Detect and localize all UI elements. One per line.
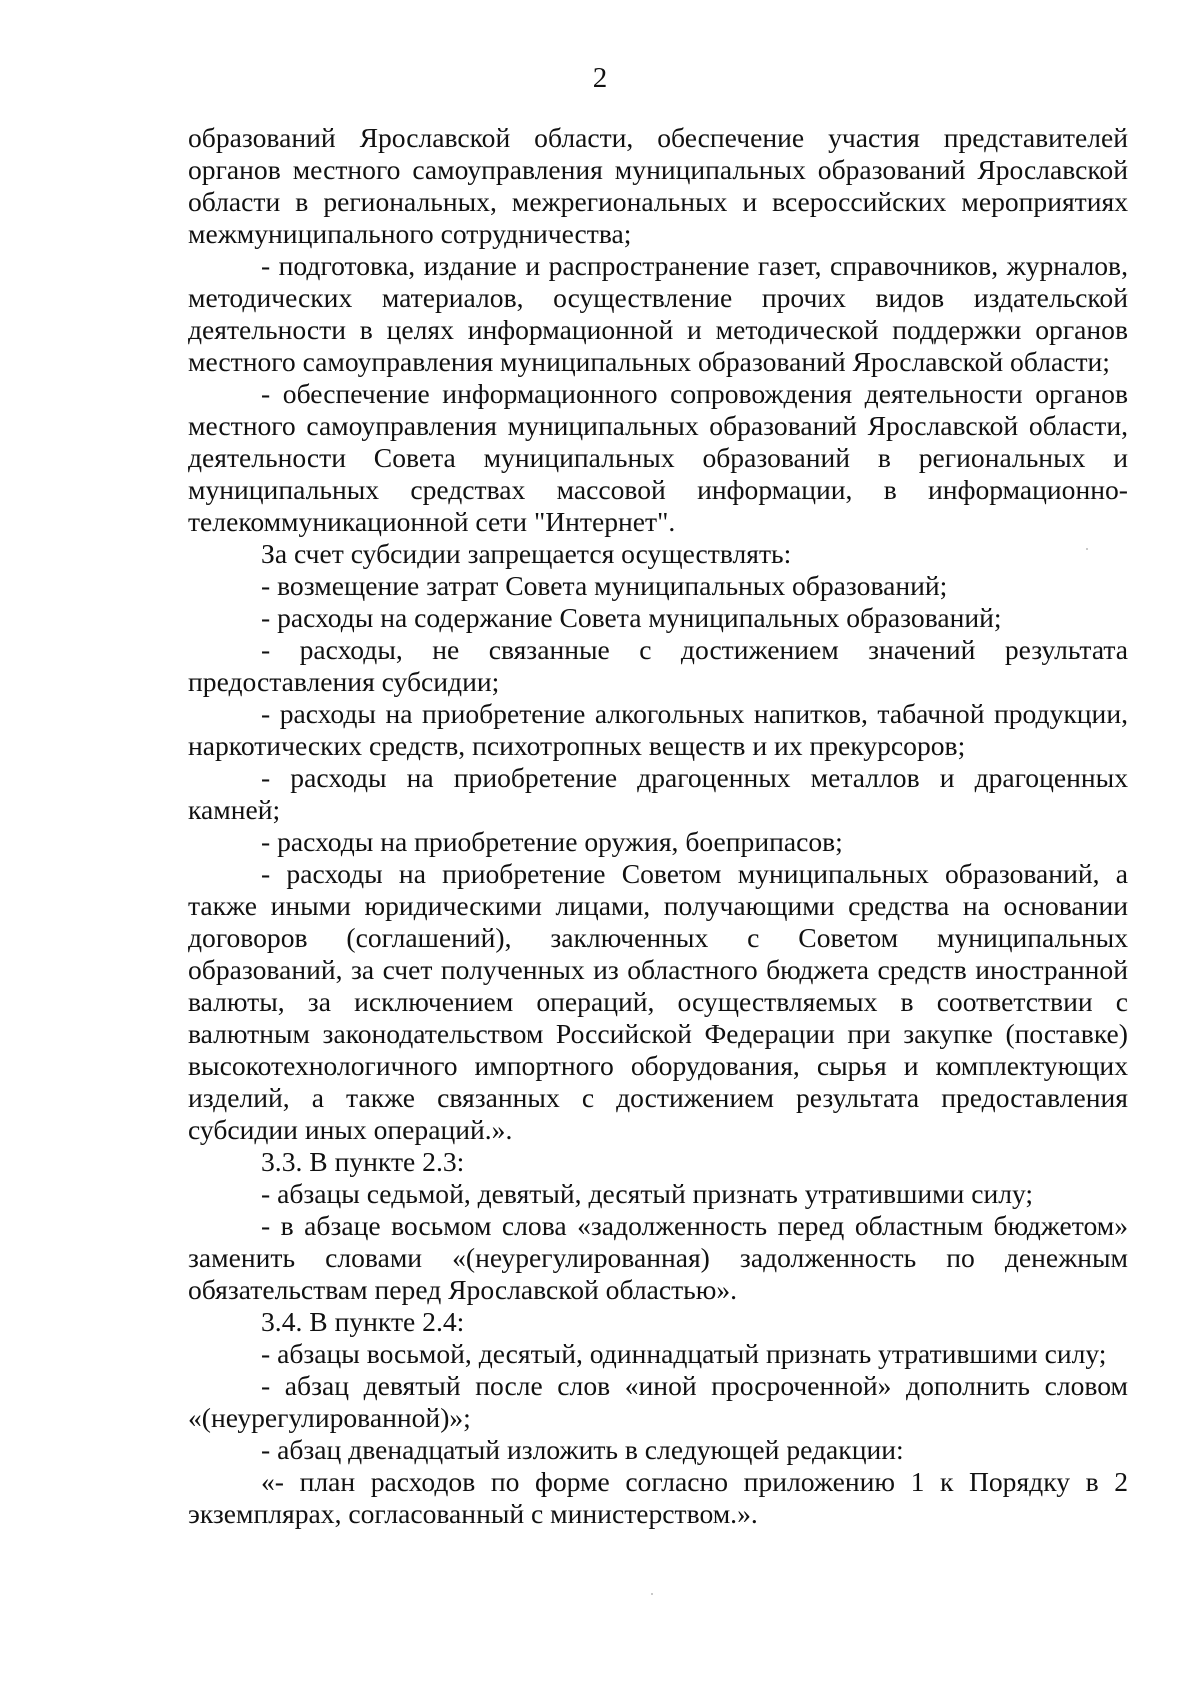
paragraph-clause-3-3: 3.3. В пункте 2.3: [261, 1146, 465, 1177]
page-number: 2 [592, 62, 608, 94]
paragraph-prohibited-weapons: - расходы на приобретение оружия, боеприпасов; [261, 826, 843, 857]
paragraph-prohibited-reimbursement: - возмещение затрат Совета муниципальных образований; [261, 570, 948, 601]
paragraph-clause-3-4-invalidate: - абзацы восьмой, десятый, одиннадцатый признать утратившими силу; [261, 1338, 1107, 1369]
paragraph-clause-3-4: 3.4. В пункте 2.4: [261, 1306, 465, 1337]
paragraph-clause-3-4-supplement: - абзац девятый после слов «иной просроченной» дополнить словом «(неурегулированной)»; [188, 1370, 1128, 1433]
paragraph-prohibited-precious: - расходы на приобретение драгоценных металлов и драгоценных камней; [188, 762, 1128, 825]
paragraph-prohibited-intro: За счет субсидии запрещается осуществлять: [261, 538, 792, 569]
scan-speck [1086, 548, 1088, 550]
paragraph-clause-3-3-replace: - в абзаце восьмом слова «задолженность перед областным бюджетом» заменить словами «(неурегулированная) задолженность по денежным обязательствам перед Ярославской областью». [188, 1210, 1128, 1305]
paragraph-prohibited-maintenance: - расходы на содержание Совета муниципальных образований; [261, 602, 1002, 633]
scan-speck [651, 1593, 653, 1595]
paragraph-prohibited-alcohol: - расходы на приобретение алкогольных напитков, табачной продукции, наркотических средств, психотропных веществ и их прекурсоров; [188, 698, 1128, 761]
paragraph-expense-plan: «- план расходов по форме согласно приложению 1 к Порядку в 2 экземплярах, согласованный с министерством.». [188, 1466, 1128, 1529]
paragraph-information-support: - обеспечение информационного сопровождения деятельности органов местного самоуправления муниципальных образований Ярославской области, деятельности Совета муниципальных образований в региональных и муниципальных средствах массовой информации, в информационно-телекоммуникационной сети "Интернет". [188, 378, 1128, 537]
paragraph-publishing: - подготовка, издание и распространение газет, справочников, журналов, методических материалов, осуществление прочих видов издательской деятельности в целях информационной и методической поддержки органов местного самоуправления муниципальных образований Ярославской области; [188, 250, 1128, 377]
paragraph-clause-3-3-invalidate: - абзацы седьмой, девятый, десятый признать утратившими силу; [261, 1178, 1034, 1209]
document-body [188, 122, 1128, 1530]
paragraph-clause-3-4-twelfth: - абзац двенадцатый изложить в следующей редакции: [261, 1434, 904, 1465]
paragraph-prohibited-currency: - расходы на приобретение Советом муниципальных образований, а также иными юридическими лицами, получающими средства на основании договоров (соглашений), заключенных с Советом муниципальных образований, за счет полученных из областного бюджета средств иностранной валюты, за исключением операций, осуществляемых в соответствии с валютным законодательством Российской Федерации при закупке (поставке) высокотехнологичного импортного оборудования, сырья и комплектующих изделий, а также связанных с достижением результата предоставления субсидии иных операций.». [188, 858, 1128, 1145]
paragraph-continuation: образований Ярославской области, обеспечение участия представителей органов местного самоуправления муниципальных образований Ярославской области в региональных, межрегиональных и всероссийских мероприятиях межмуниципального сотрудничества; [188, 122, 1128, 249]
paragraph-prohibited-unrelated: - расходы, не связанные с достижением значений результата предоставления субсидии; [188, 634, 1128, 697]
